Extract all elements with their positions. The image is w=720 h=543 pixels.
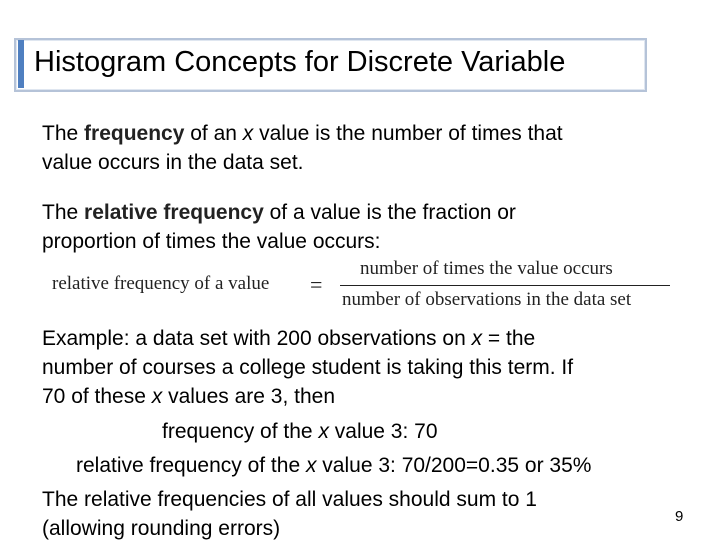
example-line-1: [42, 324, 535, 353]
slide-title: Histogram Concepts for Discrete Variable: [34, 46, 566, 78]
fraction-bar: [340, 285, 670, 286]
example-text: relative frequency of the: [76, 454, 306, 477]
formula-lhs: relative frequency of a value: [52, 273, 270, 294]
example-var: x: [305, 454, 317, 477]
example-text: 70 of these: [42, 385, 152, 408]
title-accent-bar: [18, 40, 24, 88]
example-text: value 3: 70: [328, 420, 438, 443]
sum-note-line-2: (allowing rounding errors): [42, 517, 281, 540]
example-text: = the: [482, 327, 536, 350]
freq-rest: value is the number of times that: [253, 122, 563, 145]
formula-numerator: number of times the value occurs: [360, 258, 613, 279]
example-var: x: [318, 420, 329, 443]
formula-equals: =: [310, 272, 323, 297]
example-line-3: [42, 382, 335, 411]
freq-var: x: [242, 122, 254, 145]
relfreq-prefix: The: [42, 201, 85, 224]
freq-mid: of an: [184, 122, 243, 145]
relative-frequency-definition: [42, 198, 516, 256]
freq-prefix: The: [42, 122, 85, 145]
formula-denominator: number of observations in the data set: [342, 289, 632, 310]
example-text: value 3: 70/200=0.35 or 35%: [316, 454, 592, 477]
relfreq-term: relative frequency: [84, 201, 264, 224]
relfreq-line2: proportion of times the value occurs:: [42, 230, 381, 253]
example-line-2: number of courses a college student is taking this term. If: [42, 356, 574, 379]
example-text: Example: a data set with 200 observations on: [42, 327, 472, 350]
example-relative-frequency-result: [76, 451, 591, 480]
freq-term: frequency: [84, 122, 185, 145]
example-frequency-result: [162, 417, 438, 446]
example-text: frequency of the: [162, 420, 319, 443]
relfreq-rest: of a value is the fraction or: [263, 201, 516, 224]
example-text: values are 3, then: [162, 385, 336, 408]
sum-note-line-1: The relative frequencies of all values should sum to 1: [42, 488, 537, 511]
frequency-definition: [42, 119, 563, 177]
freq-line2: value occurs in the data set.: [42, 151, 304, 174]
page-number: 9: [675, 508, 684, 525]
example-var: x: [151, 385, 163, 408]
example-var: x: [471, 327, 483, 350]
